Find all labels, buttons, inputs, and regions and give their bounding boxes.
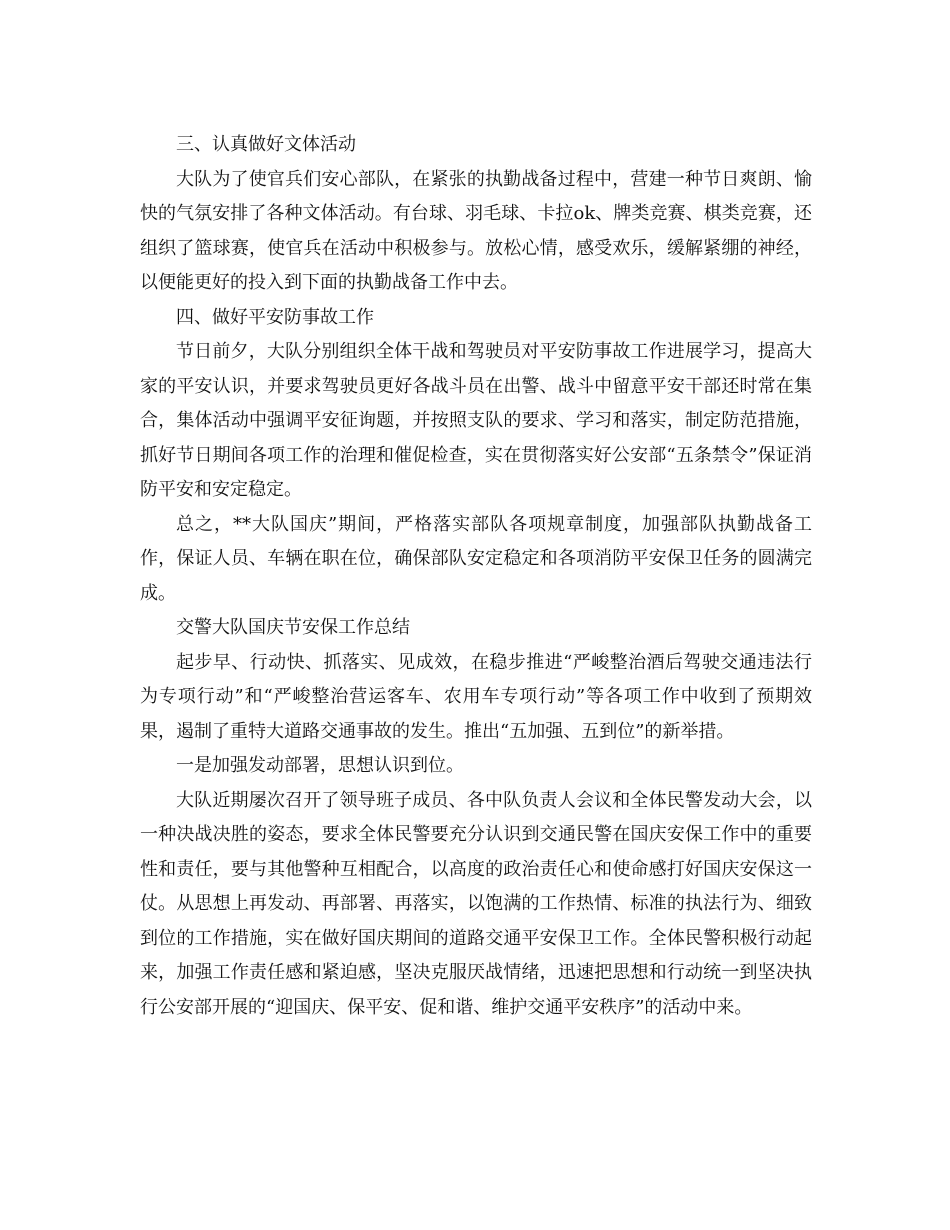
subheading-deployment: 一是加强发动部署，思想认识到位。 bbox=[176, 755, 464, 776]
paragraph-deployment: 大队近期屡次召开了领导班子成员、各中队负责人会议和全体民警发动大会，以一种决战决胜的姿态，要求全体民警要充分认识到交通民警在国庆安保工作中的重要性和责任，要与其他警种互相配合，以高度的政治责任心和使命感打好国庆安保这一仗。从思想上再发动、再部署、再落实，以饱满的工作热情、标准的执法行为、细致到位的工作措施，实在做好国庆期间的道路交通平安保卫工作。全体民警积极行动起来，加强工作责任感和紧迫感，坚决克服厌战情绪，迅速把思想和行动统一到坚决执行公安部开展的“迎国庆、保平安、促和谐、维护交通平安秩序”的活动中来。 bbox=[140, 789, 812, 1018]
document-body bbox=[140, 128, 812, 1025]
paragraph-summary: 总之，**大队国庆”期间，严格落实部队各项规章制度，加强部队执勤战备工作，保证人员、车辆在职在位，确保部队安定稳定和各项消防平安保卫任务的圆满完成。 bbox=[140, 513, 812, 604]
paragraph-safety: 节日前夕，大队分别组织全体干战和驾驶员对平安防事故工作进展学习，提高大家的平安认识，并要求驾驶员更好各战斗员在出警、战斗中留意平安干部还时常在集合，集体活动中强调平安征询题，并按照支队的要求、学习和落实，制定防范措施，抓好节日期间各项工作的治理和催促检查，实在贯彻落实好公安部“五条禁令”保证消防平安和安定稳定。 bbox=[140, 341, 812, 500]
section-heading-safety: 四、做好平安防事故工作 bbox=[176, 306, 374, 328]
paragraph-cultural-activities: 大队为了使官兵们安心部队，在紧张的执勤战备过程中，营建一种节日爽朗、愉快的气氛安排了各种文体活动。有台球、羽毛球、卡拉ok、牌类竞赛、棋类竞赛，还组织了篮球赛，使官兵在活动中积极参与。放松心情，感受欢乐，缓解紧绷的神经，以便能更好的投入到下面的执勤战备工作中去。 bbox=[140, 168, 812, 293]
section-heading-cultural-activities: 三、认真做好文体活动 bbox=[176, 134, 356, 155]
paragraph-traffic-intro: 起步早、行动快、抓落实、见成效，在稳步推进“严峻整治酒后驾驶交通违法行为专项行动”和“严峻整治营运客车、农用车专项行动”等各项工作中收到了预期效果，遏制了重特大道路交通事故的发生。推出“五加强、五到位”的新举措。 bbox=[140, 651, 812, 742]
section-title-traffic-police: 交警大队国庆节安保工作总结 bbox=[176, 617, 410, 638]
